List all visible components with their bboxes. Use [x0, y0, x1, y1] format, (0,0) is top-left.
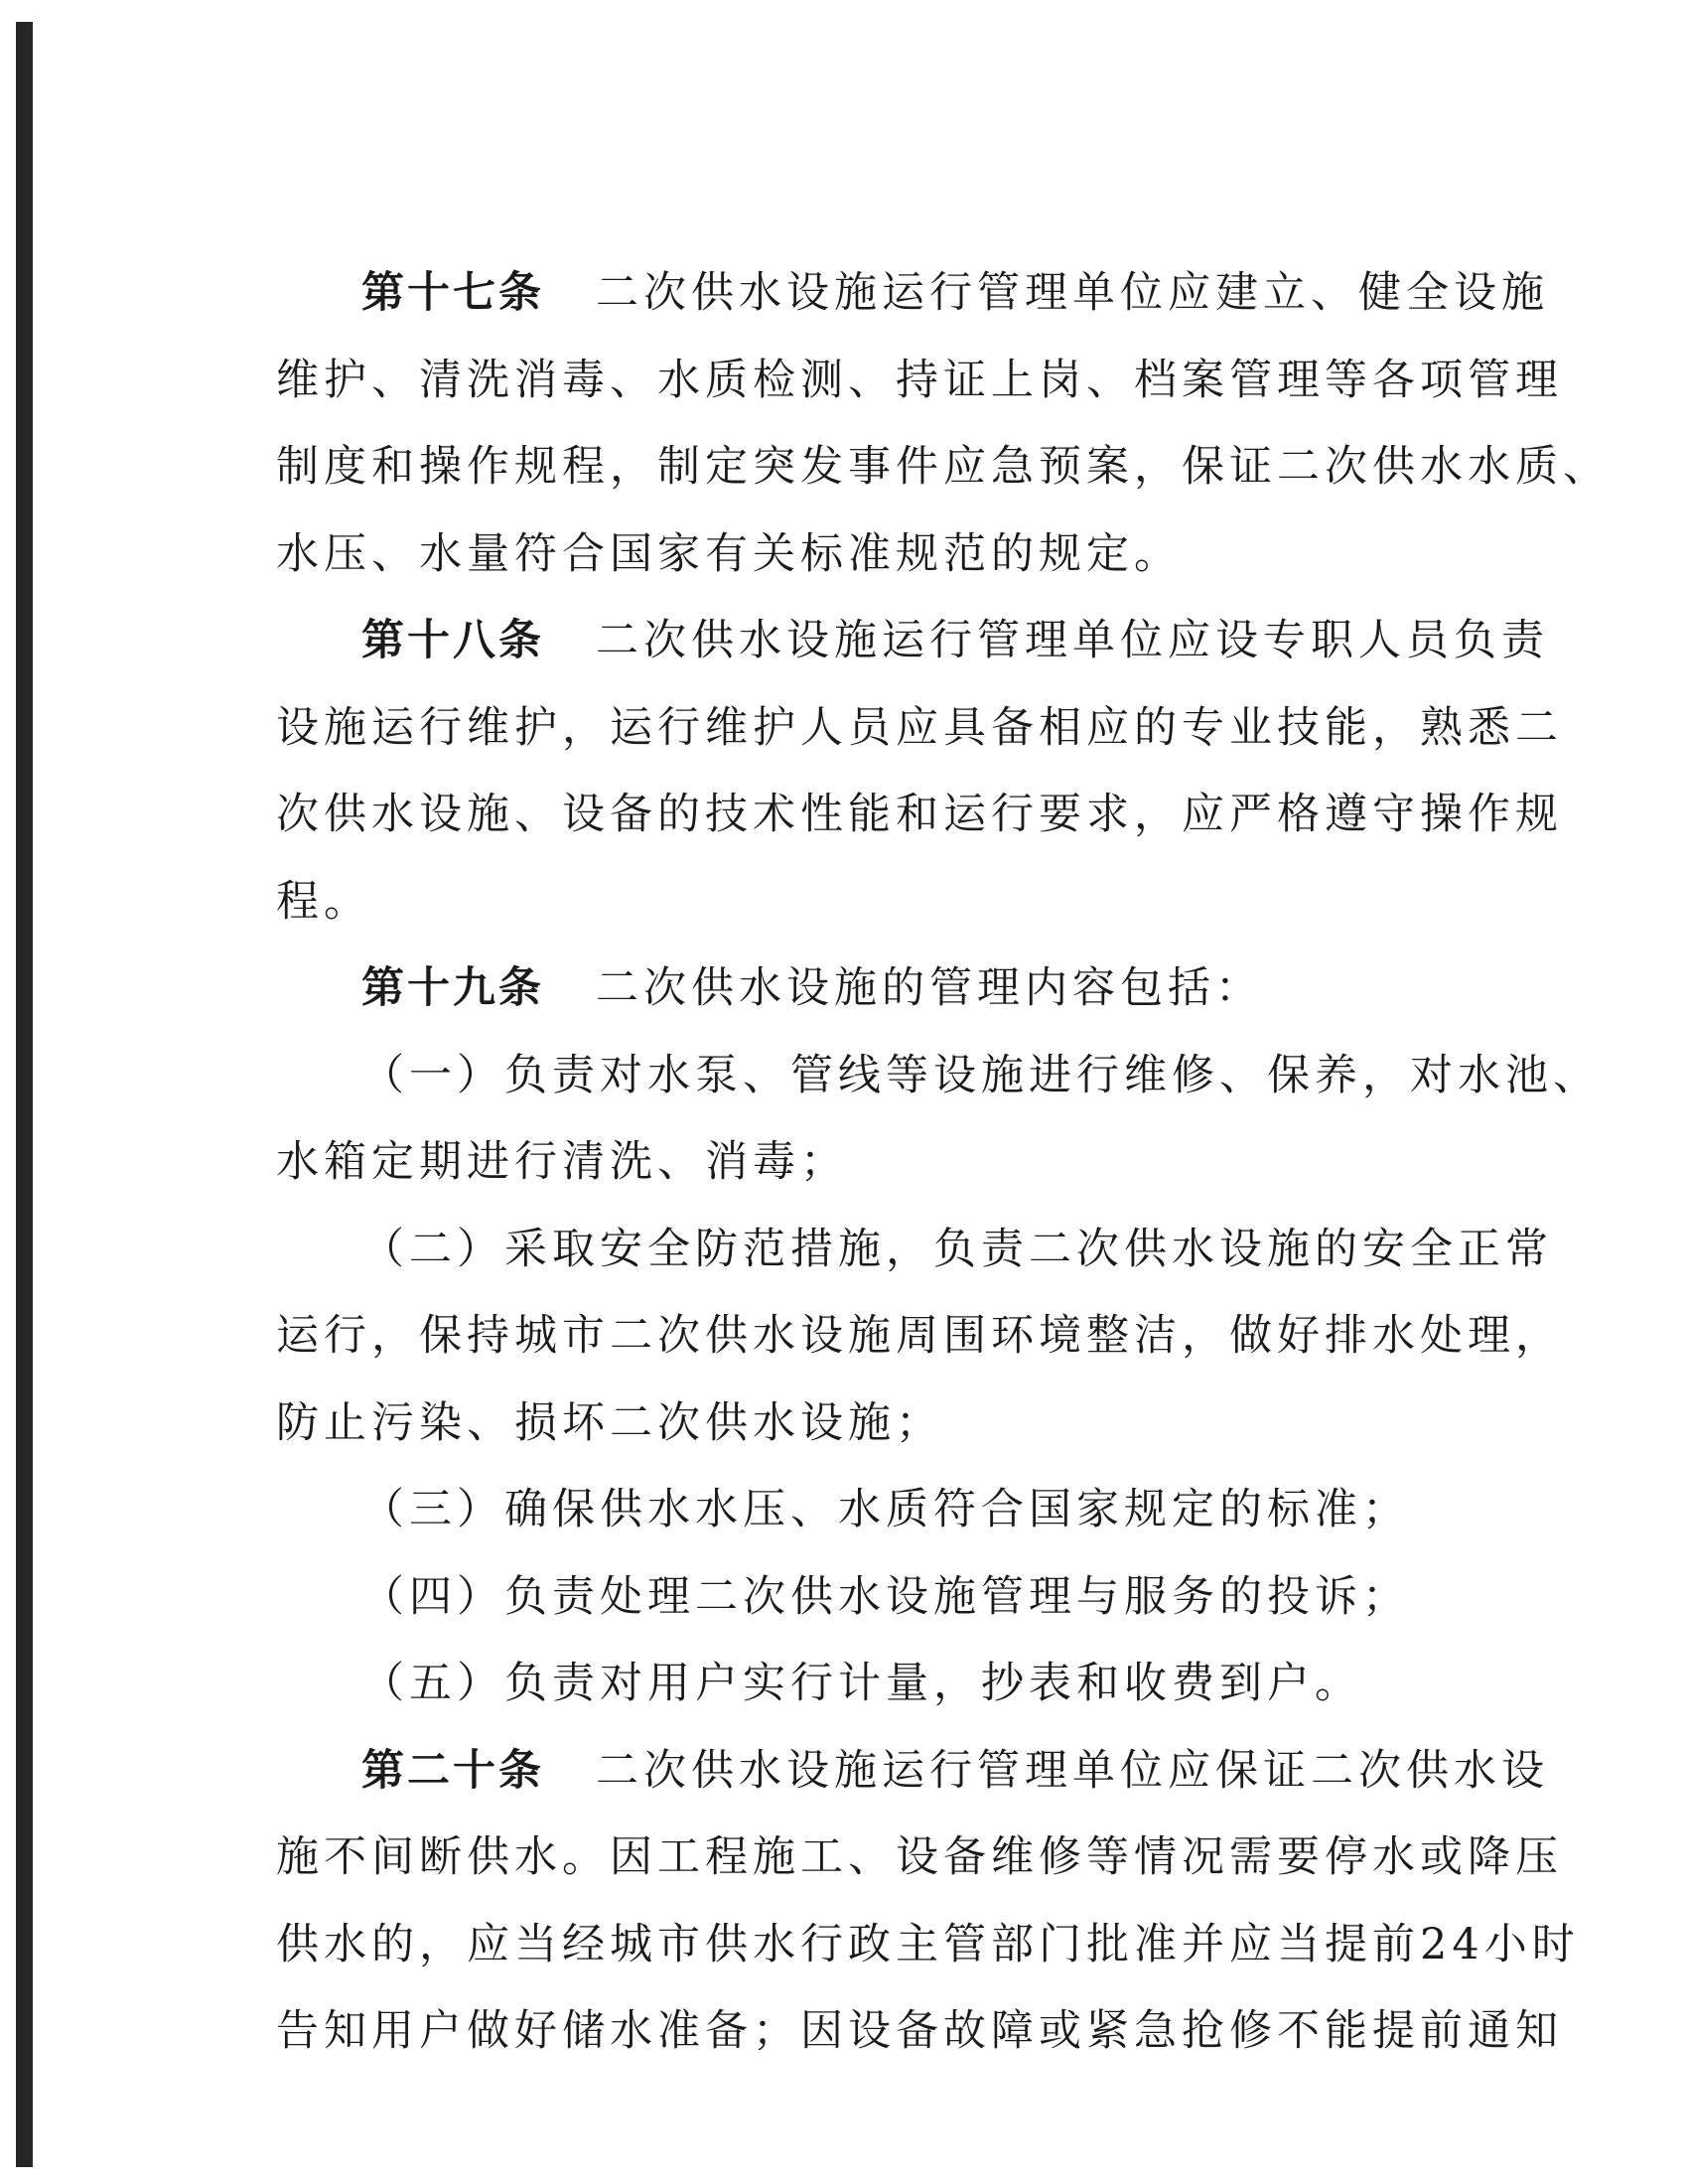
list-item-3: [276, 1467, 1470, 1554]
list-item-line: （三）确保供水水压、水质符合国家规定的标准；: [361, 1485, 1410, 1534]
article-text-line: 二次供水设施运行管理单位应建立、健全设施: [596, 268, 1549, 318]
article-text-line: 施不间断供水。因工程施工、设备维修等情况需要停水或降压: [276, 1832, 1563, 1882]
article-19: [276, 946, 1601, 1728]
article-20: [276, 1728, 1580, 2076]
list-item-line: （一）负责对水泵、管线等设施进行维修、保养，对水池、: [361, 1050, 1601, 1100]
article-text-line: 告知用户做好储水准备；因设备故障或紧急抢修不能提前通知: [276, 2006, 1563, 2056]
article-text-line: 设施运行维护，运行维护人员应具备相应的专业技能，熟悉二: [276, 702, 1563, 753]
article-18: [276, 598, 1563, 946]
list-item-line: （五）负责对用户实行计量，抄表和收费到户。: [361, 1659, 1362, 1708]
list-item-1: [276, 1033, 1601, 1207]
list-item-line: 防止污染、损坏二次供水设施；: [276, 1397, 943, 1448]
article-text-line: 二次供水设施运行管理单位应保证二次供水设: [596, 1745, 1549, 1796]
list-item-line: 水箱定期进行清洗、消毒；: [276, 1137, 848, 1187]
list-item-5: [276, 1641, 1470, 1728]
article-label: 第十九条: [361, 963, 544, 1013]
article-text-line: 次供水设施、设备的技术性能和运行要求，应严格遵守操作规: [276, 790, 1563, 839]
article-text-line: 二次供水设施运行管理单位应设专职人员负责: [596, 616, 1549, 665]
article-text-line: 水压、水量符合国家有关标准规范的规定。: [276, 528, 1182, 579]
article-text-line: 制度和操作规程，制定突发事件应急预案，保证二次供水水质、: [276, 442, 1611, 492]
article-text-line: 供水的，应当经城市供水行政主管部门批准并应当提前24小时: [276, 1919, 1580, 1969]
list-item-line: 运行，保持城市二次供水设施周围环境整洁，做好排水处理，: [276, 1311, 1563, 1361]
document-body: [276, 250, 1611, 2076]
list-item-line: （二）采取安全防范措施，负责二次供水设施的安全正常: [361, 1224, 1553, 1274]
article-label: 第十八条: [361, 616, 544, 665]
article-17: [276, 250, 1611, 598]
article-label: 第十七条: [361, 268, 544, 318]
article-text-line: 程。: [276, 876, 371, 927]
article-first-line: [276, 250, 1549, 338]
binding-edge-bar: [16, 22, 33, 2167]
article-first-line: [276, 1728, 1549, 1816]
article-first-line: [276, 598, 1549, 685]
list-item-line: （四）负责处理二次供水设施管理与服务的投诉；: [361, 1571, 1410, 1622]
article-text-line: 二次供水设施的管理内容包括：: [596, 963, 1263, 1013]
list-item-2: [276, 1207, 1563, 1468]
list-item-4: [276, 1554, 1470, 1642]
article-text-line: 维护、清洗消毒、水质检测、持证上岗、档案管理等各项管理: [276, 355, 1563, 405]
article-label: 第二十条: [361, 1745, 544, 1796]
article-first-line: [276, 946, 1470, 1033]
